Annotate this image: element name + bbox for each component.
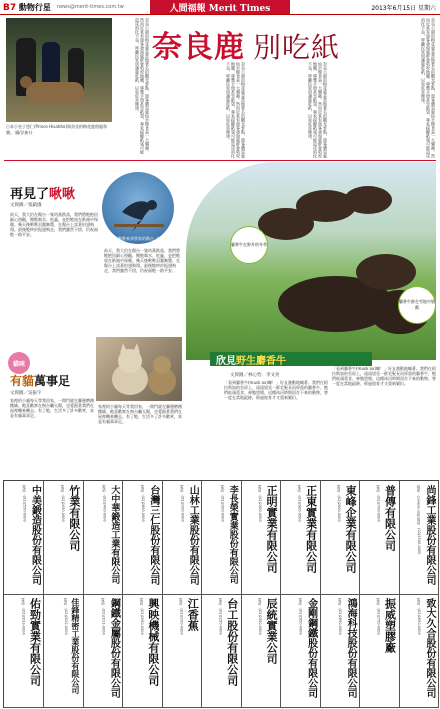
- nara-title-main: 奈良鹿: [152, 30, 245, 65]
- ad-company-name: 辰統實業公司: [265, 598, 279, 664]
- section-label: [0, 2, 51, 13]
- ad-company-name: 鋼鐵金屬股份有限公司: [108, 598, 120, 698]
- ad-fine-print: 電話：(02)2250-0000: [218, 598, 223, 635]
- swallow-title-b: 啾啾: [49, 187, 76, 202]
- cat-byline: 文與圖／吳振宇: [10, 391, 42, 396]
- ad-fine-print: 電話：(02)2050-0000: [139, 598, 144, 635]
- ad-cell: [241, 481, 281, 595]
- muskox-body-col-2: 「看到麝香牛(musk ox)囉！」好友激動地喊著。我們在阿拉斯加的苔原上，遠遠望見一群毛髮長而厚重的麝香牛，牠們低頭覓食、神態悠閒。這種冰河時期留存下來的動物，曾一度在當地絕跡，經過復育才又重新繁衍。: [332, 366, 436, 386]
- nara-body-col-3: 奈良公園的梅花鹿是當地著名的觀光景點，遊客購買鹿仙貝餵食是一大樂趣。然而近來有遊客發現鹿群會啃咬地圖、導覽手冊甚至紙袋，專家提醒紙張可能造成消化不良，呼籲民眾別讓鹿吃紙，以免危害健康。: [308, 62, 328, 158]
- muskox-photo-area: [186, 162, 436, 360]
- ad-cell: [280, 481, 320, 595]
- ad-cell: [320, 594, 360, 708]
- ad-cell: [359, 481, 399, 595]
- ad-cell: [320, 481, 360, 595]
- ad-fine-print: 電話：(02)2800-0000: [140, 485, 145, 522]
- ad-cell: [122, 481, 162, 595]
- deer-head: [20, 76, 32, 88]
- ad-company-name: 台灣三仁股份有限公司: [147, 485, 159, 585]
- ad-company-name: 正東實業有限公司: [304, 485, 318, 573]
- ad-fine-print: 電話：(02)2750-0000: [376, 598, 381, 635]
- swallow-body-col-1: 前天，我大伯在陽台一隻幼燕跌落，我們將牠抱回細心照顧，餵牠喝水、吃蟲，並把牠放在紙箱中保暖。幾天後啾啾羽翼漸豐，在陽台上試著拍翅飛翔。最後牠終於振翅飛走，我們雖然不捨，仍祝福牠一路平安。: [10, 212, 98, 237]
- ad-fine-print: 電話：(02)2350-0000: [258, 598, 263, 635]
- swallow-title-a: 再見了: [10, 187, 50, 202]
- section-divider: [4, 160, 436, 161]
- ad-cell: [43, 481, 83, 595]
- advertisement-grid: [3, 480, 439, 708]
- ad-company-name: 普傳有限公司: [383, 485, 397, 551]
- ad-cell: [201, 481, 241, 595]
- muskox-body-col-1: 「看到麝香牛(musk ox)囉！」好友激動地喊著。我們在阿拉斯加的苔原上，遠遠望見一群毛髮長而厚重的麝香牛，牠們低頭覓食、神態悠閒。這種冰河時期留存下來的動物，曾一度在當地絕跡，經過復育才又重新繁衍。: [224, 380, 328, 400]
- cat-headline: [10, 372, 70, 389]
- nara-title-sub: 別吃紙: [253, 31, 341, 64]
- muskox-bubble-1: 麝香牛在野外的冬季: [230, 226, 268, 264]
- masthead-logo: 人間福報 Merit Times: [150, 0, 290, 14]
- ad-fine-print: 電話：(02)2100-0000: [180, 485, 185, 522]
- ad-cell: [43, 594, 83, 708]
- email-link[interactable]: news@merit-times.com.tw: [56, 4, 124, 10]
- ad-fine-print: 電話：(02)2300-0000: [258, 485, 263, 522]
- ad-cell: [201, 594, 241, 708]
- ad-company-name: 金剛鋼鐵股份有限公司: [305, 598, 317, 698]
- ad-cell: [83, 594, 123, 708]
- nara-body-col-4: 奈良公園的梅花鹿是當地著名的觀光景點，遊客購買鹿仙貝餵食是一大樂趣。然而近來有遊客發現鹿群會啃咬地圖、導覽手冊甚至紙袋，專家提醒紙張可能造成消化不良，呼籲民眾別讓鹿吃紙，以免危害健康。: [421, 18, 436, 158]
- ad-fine-print: 電話：(02)2022-0000: [63, 598, 68, 635]
- swallow-body-col-2: 前天，我大伯在陽台一隻幼燕跌落，我們將牠抱回細心照顧，餵牠喝水、吃蟲，並把牠放在紙箱中保暖。幾天後啾啾羽翼漸豐，在陽台上試著拍翅飛翔。最後牠終於振翅飛走，我們雖然不捨，仍祝福牠一路平安。: [104, 248, 180, 273]
- cat-illustration: [96, 337, 182, 401]
- ad-fine-print: 電話：(02)2550-0000: [22, 485, 27, 522]
- ad-company-name: 台工股份有限公司: [225, 598, 239, 686]
- swallow-photo: [102, 172, 174, 244]
- muskox-title-b: 野生麝香牛: [236, 355, 286, 367]
- ad-fine-print: 電話：(02)2450-0000: [60, 485, 65, 522]
- muskox-photo: [186, 162, 436, 360]
- deer-figure: [26, 82, 84, 104]
- ad-company-name: 佑勁實業有限公司: [28, 598, 42, 686]
- cat-photo: [96, 337, 182, 401]
- ad-company-name: 竹業有限公司: [67, 485, 81, 551]
- ad-cell: [4, 481, 44, 595]
- ad-fine-print: 地址：台北市中山區 電話：(02)2500-0000: [416, 485, 421, 555]
- page-header: [0, 0, 440, 15]
- ad-cell: [359, 594, 399, 708]
- ad-company-name: 正明實業有限公司: [265, 485, 279, 573]
- cat-body-col-2: 家裡的小貓每天等我回家，一開門就在腳邊磨蹭撒嬌。牠喜歡窩在窗台曬太陽，也愛跟著我們在屋裡轉來轉去。有了牠，生活多了許多歡笑，真是有貓萬事足。: [98, 404, 182, 424]
- ad-company-name: 致大久合股份有限公司: [423, 598, 435, 698]
- deer-photo: [6, 18, 112, 122]
- issue-date: 2013年6月15日 星期六: [371, 5, 436, 12]
- ad-fine-print: 電話：(02)2150-0000: [179, 598, 184, 635]
- muskox-headline: [210, 352, 372, 366]
- ad-company-name: 中美鍛造股份有限公司: [29, 485, 41, 585]
- swallow-headline: [10, 183, 75, 202]
- cat-body-col-1: 家裡的小貓每天等我回家，一開門就在腳邊磨蹭撒嬌。牠喜歡窩在窗台曬太陽，也愛跟著我們在屋裡轉來轉去。有了牠，生活多了許多歡笑，真是有貓萬事足。: [10, 398, 94, 418]
- nara-body-col-2: 奈良公園的梅花鹿是當地著名的觀光景點，遊客購買鹿仙貝餵食是一大樂趣。然而近來有遊客發現鹿群會啃咬地圖、導覽手冊甚至紙袋，專家提醒紙張可能造成消化不良，呼籲民眾別讓鹿吃紙，以免危害健康。: [226, 62, 246, 158]
- ad-fine-print: 電話：(02)2900-0000: [297, 485, 302, 522]
- ad-cell: [399, 594, 439, 708]
- ad-company-name: 鴻海科技股份有限公司: [345, 598, 357, 698]
- swallow-photo-caption: 啾啾來到我家的陽台（撿起）: [118, 236, 170, 241]
- ad-cell: [83, 481, 123, 595]
- cat-title-a: 有貓: [10, 374, 35, 388]
- ad-cell: [162, 594, 202, 708]
- ad-cell: [162, 481, 202, 595]
- muskox-title-a: 欣見: [216, 355, 236, 367]
- ad-company-name: 東峰企業有限公司: [344, 485, 358, 573]
- nara-body-col-1: 奈良公園的梅花鹿是當地著名的觀光景點，遊客購買鹿仙貝餵食是一大樂趣。然而近來有遊客發現鹿群會啃咬地圖、導覽手冊甚至紙袋，專家提醒紙張可能造成消化不良，呼籲民眾別讓鹿吃紙，以免危害健康。: [135, 18, 150, 154]
- muskox-byline: 文與圖／林心怡．李文亮: [230, 373, 280, 378]
- ad-fine-print: 電話：(02)2850-0000: [338, 598, 343, 635]
- ad-cell: [241, 594, 281, 708]
- cat-title-b: 萬事足: [34, 374, 71, 388]
- ad-fine-print: 電話：(02)2400-0000: [102, 485, 107, 522]
- ad-company-name: 尚鋒工業股份有限公司: [423, 485, 435, 585]
- ad-fine-print: 電話：(02)2600-0000: [337, 485, 342, 522]
- muskox-bubble-2: 麝香牛群在雪地中嬉戲: [398, 286, 436, 324]
- cat-badge: 貓咪: [8, 352, 30, 374]
- muskox-illustration: [186, 162, 436, 360]
- ad-fine-print: 電話：(02)2950-0000: [298, 598, 303, 635]
- ad-cell: [399, 481, 439, 595]
- section-name: 動物行星: [18, 2, 51, 12]
- nara-headline: [152, 22, 340, 66]
- swallow-byline: 文與圖／張凱儀: [10, 203, 42, 208]
- ad-fine-print: 電話：(02)2011-0000: [101, 598, 106, 635]
- ad-fine-print: 電話：(02)2200-0000: [220, 485, 225, 522]
- ad-fine-print: 電話：(02)2650-0000: [416, 598, 421, 635]
- section-number: B7: [3, 2, 17, 13]
- deer-photo-caption: 日本小皇子悠仁(Prince Hisahito)與奈良的梅花鹿相處和樂。 圖/法新社: [6, 124, 108, 135]
- ad-fine-print: 電話：(02)2033-0000: [21, 598, 26, 635]
- ad-company-name: 大中華鍛造工業有限公司: [109, 485, 120, 584]
- ad-company-name: 佳鋒精密工業股份有限公司: [70, 598, 81, 694]
- swallow-bird-icon: [102, 172, 174, 244]
- ad-cell: [280, 594, 320, 708]
- ad-company-name: 振威塑膠廠: [383, 598, 397, 653]
- ad-cell: [4, 594, 44, 708]
- ad-company-name: 江香蕉: [186, 598, 200, 631]
- ad-cell: [122, 594, 162, 708]
- ad-company-name: 興映機械有限公司: [146, 598, 160, 686]
- ad-company-name: 山林工業股份有限公司: [187, 485, 199, 585]
- ad-fine-print: 電話：(02)2700-0000: [376, 485, 381, 522]
- ad-company-name: 李長榮實業股份有限公司: [227, 485, 238, 584]
